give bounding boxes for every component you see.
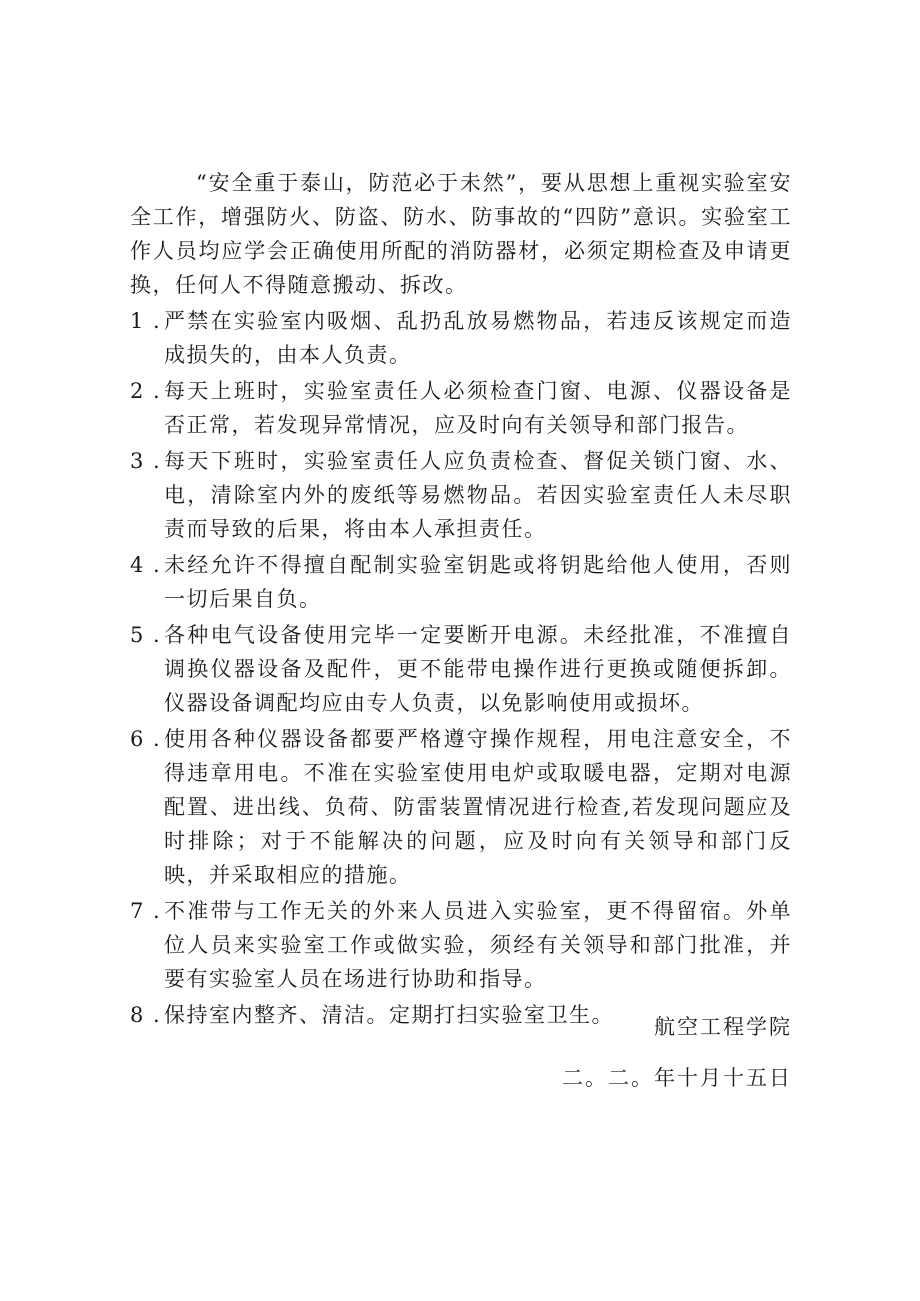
rule-text: 使用各种仪器设备都要严格遵守操作规程，用电注意安全，不得违章用电。不准在实验室使用电炉或取暖电器，定期对电源配置、进出线、负荷、防雷装置情况进行检查,若发现问题应及时排除；对于不能解决的问题，应及时向有关领导和部门反映，并采取相应的措施。 <box>164 727 792 887</box>
signature-date: 二。二。年十月十五日 <box>562 1066 792 1090</box>
list-item <box>130 548 792 616</box>
rule-number: 3 . <box>130 449 162 473</box>
rule-text: 未经允许不得擅自配制实验室钥匙或将钥匙给他人使用，否则一切后果自负。 <box>164 553 792 611</box>
rule-number: 2 . <box>130 379 162 403</box>
list-item <box>130 894 792 996</box>
rule-number: 6 . <box>130 727 162 751</box>
rule-text: 不准带与工作无关的外来人员进入实验室，更不得留宿。外单位人员来实验室工作或做实验，须经有关领导和部门批准，并要有实验室人员在场进行协助和指导。 <box>164 899 792 991</box>
rule-number: 7 . <box>130 899 162 923</box>
rule-number: 5 . <box>130 623 162 647</box>
list-item <box>130 444 792 546</box>
rule-number: 4 . <box>130 553 162 577</box>
signature-organization: 航空工程学院 <box>654 1015 792 1039</box>
rule-text: 各种电气设备使用完毕一定要断开电源。未经批准，不准擅自调换仪器设备及配件，更不能带电操作进行更换或随便拆卸。仪器设备调配均应由专人负责，以免影响使用或损坏。 <box>164 623 792 715</box>
rule-text: 每天下班时，实验室责任人应负责检查、督促关锁门窗、水、电，清除室内外的废纸等易燃物品。若因实验室责任人未尽职责而导致的后果，将由本人承担责任。 <box>164 449 792 541</box>
intro-paragraph: “安全重于泰山，防范必于未然”，要从思想上重视实验室安全工作，增强防火、防盗、防水、防事故的“四防”意识。实验室工作人员均应学会正确使用所配的消防器材，必须定期检查及申请更换，任何人不得随意搬动、拆改。 <box>130 171 792 297</box>
document-body <box>130 166 792 1034</box>
rule-number: 1 . <box>130 309 162 333</box>
rules-list <box>130 304 792 1032</box>
rule-text: 每天上班时，实验室责任人必须检查门窗、电源、仪器设备是否正常，若发现异常情况，应及时向有关领导和部门报告。 <box>164 379 792 437</box>
rule-text: 严禁在实验室内吸烟、乱扔乱放易燃物品，若违反该规定而造成损失的，由本人负责。 <box>164 309 792 367</box>
rule-text: 保持室内整齐、清洁。定期打扫实验室卫生。 <box>164 1003 614 1027</box>
list-item <box>130 374 792 442</box>
rule-number: 8 . <box>130 1003 162 1027</box>
list-item <box>130 618 792 720</box>
list-item <box>130 722 792 892</box>
list-item <box>130 304 792 372</box>
